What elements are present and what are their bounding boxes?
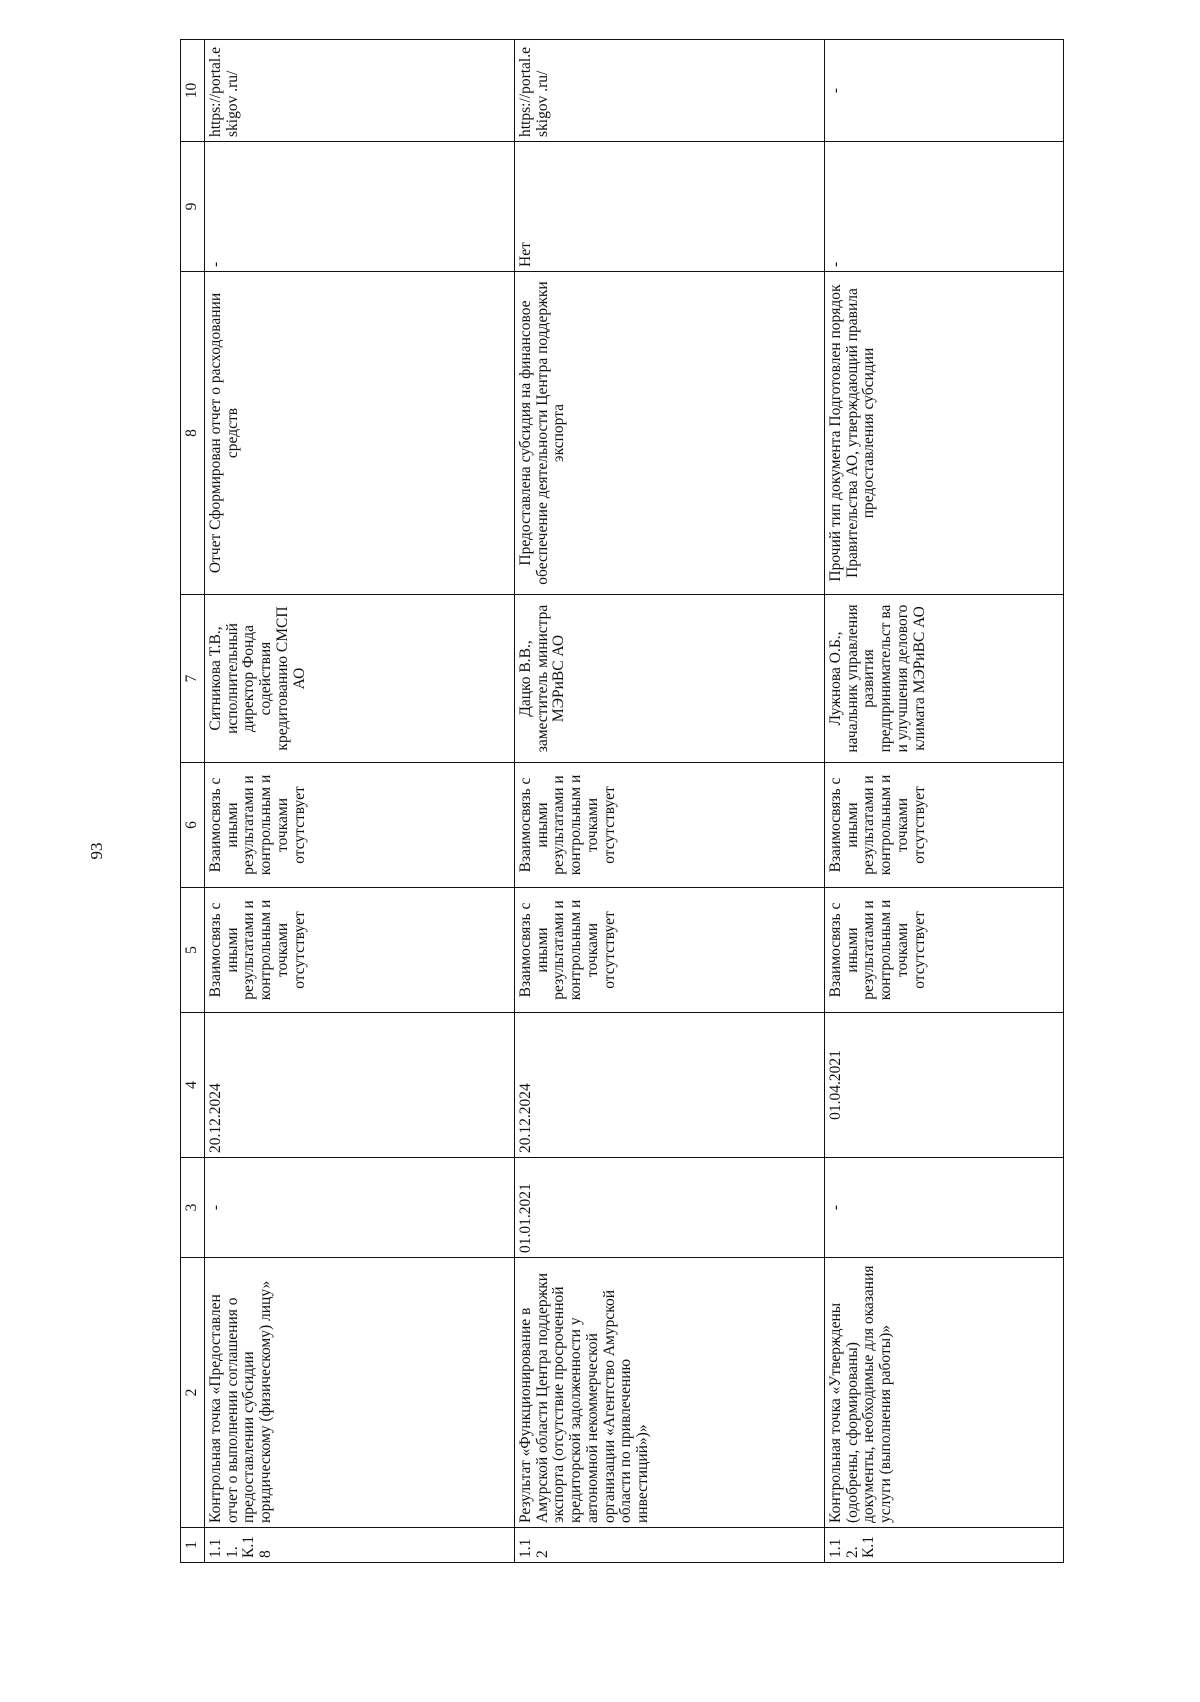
start-date-cell: - [825,1158,1064,1258]
document-cell: Прочий тип документа Подготовлен порядок Правительства АО, утверждающий правила предоставления субсидии [825,272,1064,595]
gis-cell: Нет [515,142,825,272]
end-date-cell: 20.12.2024 [515,1013,825,1158]
name-cell: Контрольная точка «Утверждены (одобрены, сформированы) документы, необходимые для оказания услуги (выполнения работы)» [825,1258,1064,1528]
header-cell: 10 [181,40,205,142]
responsible-cell: Ситникова Т.В., исполнительный директор Фонда содействия кредитованию СМСП АО [205,595,515,763]
header-cell: 4 [181,1013,205,1158]
end-date-cell: 20.12.2024 [205,1013,515,1158]
link-prev-cell: Взаимосвязь с иными результатами и контрольным и точками отсутствует [515,888,825,1013]
header-cell: 3 [181,1158,205,1258]
page-number: 93 [87,842,106,860]
name-cell: Результат «Функционирование в Амурской области Центра поддержки экспорта (отсутствие просроченной кредиторской задолженности у автономной некоммерческой организации «Агентство Амурской области по привлечению инвестиций»)» [515,1258,825,1528]
info-system-cell: https://portal.eskigov .ru/ [205,40,515,142]
link-prev-cell: Взаимосвязь с иными результатами и контрольным и точками отсутствует [825,888,1064,1013]
header-cell: 9 [181,142,205,272]
control-points-table [180,39,1064,1563]
table-row [825,40,1064,1563]
gis-cell: - [825,142,1064,272]
rotated-table-container [180,40,1063,1563]
row-number-cell: 1.12 [515,1528,825,1563]
header-cell: 8 [181,272,205,595]
document-cell: Отчет Сформирован отчет о расходовании средств [205,272,515,595]
header-cell: 7 [181,595,205,763]
responsible-cell: Лужнова О.Б., начальник управления развития предпринимательст ва и улучшения делового климата МЭРиВС АО [825,595,1064,763]
link-next-cell: Взаимосвязь с иными результатами и контрольным и точками отсутствует [825,763,1064,888]
header-cell: 5 [181,888,205,1013]
table-row [205,40,515,1563]
end-date-cell: 01.04.2021 [825,1013,1064,1158]
header-cell: 2 [181,1258,205,1528]
header-row [181,40,205,1563]
row-number-cell: 1.11. К.18 [205,1528,515,1563]
name-cell: Контрольная точка «Предоставлен отчет о выполнении соглашения о предоставлении субсидии юридическому (физическому) лицу» [205,1258,515,1528]
gis-cell: - [205,142,515,272]
row-number-cell: 1.12. К.1 [825,1528,1064,1563]
responsible-cell: Дацко В.В., заместитель министра МЭРиВС АО [515,595,825,763]
info-system-cell: - [825,40,1064,142]
header-cell: 6 [181,763,205,888]
table-row [515,40,825,1563]
link-next-cell: Взаимосвязь с иными результатами и контрольным и точками отсутствует [205,763,515,888]
link-prev-cell: Взаимосвязь с иными результатами и контрольным и точками отсутствует [205,888,515,1013]
start-date-cell: - [205,1158,515,1258]
info-system-cell: https://portal.eskigov .ru/ [515,40,825,142]
document-cell: Предоставлена субсидия на финансовое обеспечение деятельности Центра поддержки экспорта [515,272,825,595]
link-next-cell: Взаимосвязь с иными результатами и контрольным и точками отсутствует [515,763,825,888]
header-cell: 1 [181,1528,205,1563]
start-date-cell: 01.01.2021 [515,1158,825,1258]
